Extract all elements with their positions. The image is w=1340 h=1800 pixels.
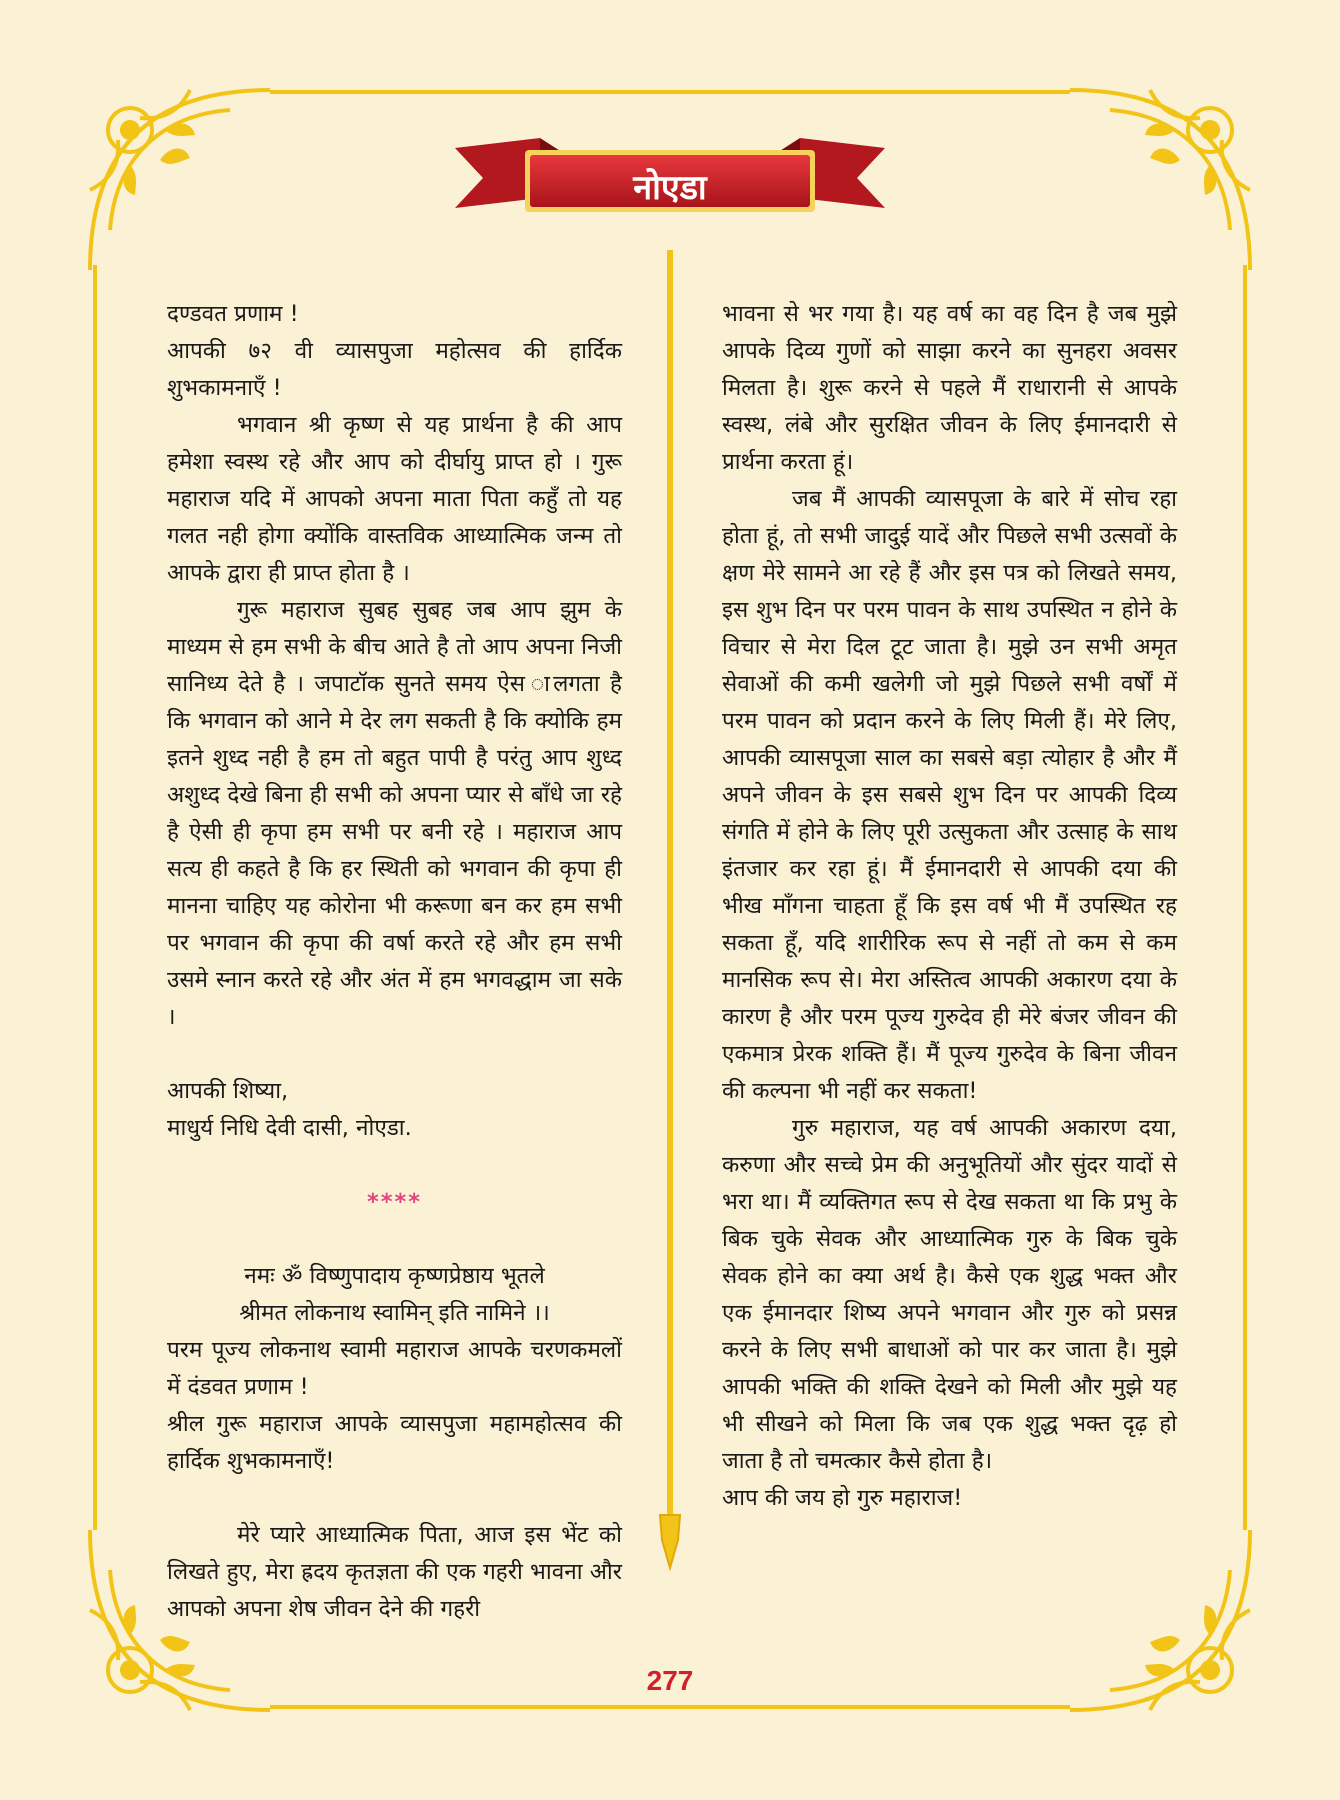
frame-bottom-line [270,1705,1070,1709]
page-title: नोएडा [633,168,707,208]
right-column [722,296,1177,1517]
paragraph: भगवान श्री कृष्ण से यह प्रार्थना है की आप हमेशा स्वस्थ रहे और आप को दीर्घायु प्राप्त हो । गुरू महाराज यदि में आपको अपना माता पिता कहुँ तो यह गलत नही होगा क्योंकि वास्तविक आध्यात्मिक जन्म तो आपके द्वारा ही प्राप्त होता है । [167,412,622,586]
mantra-line: नमः ॐ विष्णुपादाय कृष्णप्रेष्ठाय भूतले [244,1263,545,1289]
frame-right-line [1243,265,1247,1530]
closing-line: आप की जय हो गुरु महाराज! [722,1485,963,1511]
page-number: 277 [646,1665,694,1696]
greeting: दण्डवत प्रणाम ! [167,301,299,327]
signature-line: आपकी शिष्या, [167,1078,289,1104]
paragraph: मेरे प्यारे आध्यात्मिक पिता, आज इस भेंट को लिखते हुए, मेरा ह्रदय कृतज्ञता की एक गहरी भावना और आपको अपना शेष जीवन देने की गहरी [167,1522,622,1622]
column-divider [650,250,690,1590]
paragraph: आपकी ७२ वी व्यासपुजा महोत्सव की हार्दिक शुभकामनाएँ ! [167,338,622,401]
mantra-line: श्रीमत लोकनाथ स्वामिन् इति नामिने ।। [239,1300,550,1326]
paragraph: जब मैं आपकी व्यासपूजा के बारे में सोच रहा होता हूं, तो सभी जादुई यादें और पिछले सभी उत्सवों के क्षण मेरे सामने आ रहे हैं और इस पत्र को लिखते समय, इस शुभ दिन पर परम पावन के साथ उपस्थित न होने के विचार से मेरा दिल टूट जाता है। मुझे उन सभी अमृत सेवाओं की कमी खलेगी जो मुझे पिछले सभी वर्षों में परम पावन को प्रदान करने के लिए मिली हैं। मेरे लिए, आपकी व्यासपूजा साल का सबसे बड़ा त्योहार है और मैं अपने जीवन के इस सबसे शुभ दिन पर आपकी दिव्य संगति में होने के लिए पूरी उत्सुकता और उत्साह के साथ इंतजार कर रहा हूं। मैं ईमानदारी से आपकी दया की भीख माँगना चाहता हूँ कि इस वर्ष भी मैं उपस्थित रह सकता हूँ, यदि शारीरिक रूप से नहीं तो कम से कम मानसिक रूप से। मेरा अस्तित्व आपकी अकारण दया के कारण है और परम पूज्य गुरुदेव ही मेरे बंजर जीवन की एकमात्र प्रेरक शक्ति हैं। मैं पूज्य गुरुदेव के बिना जीवन की कल्पना भी नहीं कर सकता! [722,486,1177,1104]
corner-ornament-bottom-right [1060,1520,1270,1730]
author-name: माधुर्य निधि देवी दासी, नोएडा. [167,1115,412,1141]
corner-ornament-top-left [70,70,280,280]
frame-left-line [93,265,97,1530]
paragraph: गुरू महाराज सुबह सुबह जब आप झुम के माध्यम से हम सभी के बीच आते है तो आप अपना निजी सानिध्य देते है । जपाटॉक सुनते समय ऐस ालगता है कि भगवान को आने मे देर लग सकती है कि क्योकि हम इतने शुध्द नही है हम तो बहुत पापी है परंतु आप शुध्द अशुध्द देखे बिना ही सभी को अपना प्यार से बाँधे जा रहे है ऐसी ही कृपा हम सभी पर बनी रहे । महाराज आप सत्य ही कहते है कि हर स्थिती को भगवान की कृपा ही मानना चाहिए यह कोरोना भी करूणा बन कर हम सभी पर भगवान की कृपा की वर्षा करते रहे और हम सभी उसमे स्नान करते रहे और अंत में हम भगवद्धाम जा सके । [167,597,622,1030]
paragraph: परम पूज्य लोकनाथ स्वामी महाराज आपके चरणकमलों में दंडवत प्रणाम ! [167,1337,622,1400]
section-separator: **** [366,1189,423,1215]
paragraph: भावना से भर गया है। यह वर्ष का वह दिन है जब मुझे आपके दिव्य गुणों को साझा करने का सुनहरा अवसर मिलता है। शुरू करने से पहले मैं राधारानी से आपके स्वस्थ, लंबे और सुरक्षित जीवन के लिए ईमानदारी से प्रार्थना करता हूं। [722,301,1177,475]
paragraph: गुरु महाराज, यह वर्ष आपकी अकारण दया, करुणा और सच्चे प्रेम की अनुभूतियों और सुंदर यादों से भरा था। मैं व्यक्तिगत रूप से देख सकता था कि प्रभु के बिक चुके सेवक और आध्यात्मिक गुरु के बिक चुके सेवक होने का क्या अर्थ है। कैसे एक शुद्ध भक्त और एक ईमानदार शिष्य अपने भगवान और गुरु को प्रसन्न करने के लिए सभी बाधाओं को पार कर जाता है। मुझे आपकी भक्ति की शक्ति देखने को मिली और मुझे यह भी सीखने को मिला कि जब एक शुद्ध भक्त दृढ़ हो जाता है तो चमत्कार कैसे होता है। [722,1115,1177,1474]
corner-ornament-top-right [1060,70,1270,280]
left-column [167,296,622,1628]
frame-top-line [270,90,1070,94]
paragraph: श्रील गुरू महाराज आपके व्यासपुजा महामहोत्सव की हार्दिक शुभकामनाएँ! [167,1411,622,1474]
